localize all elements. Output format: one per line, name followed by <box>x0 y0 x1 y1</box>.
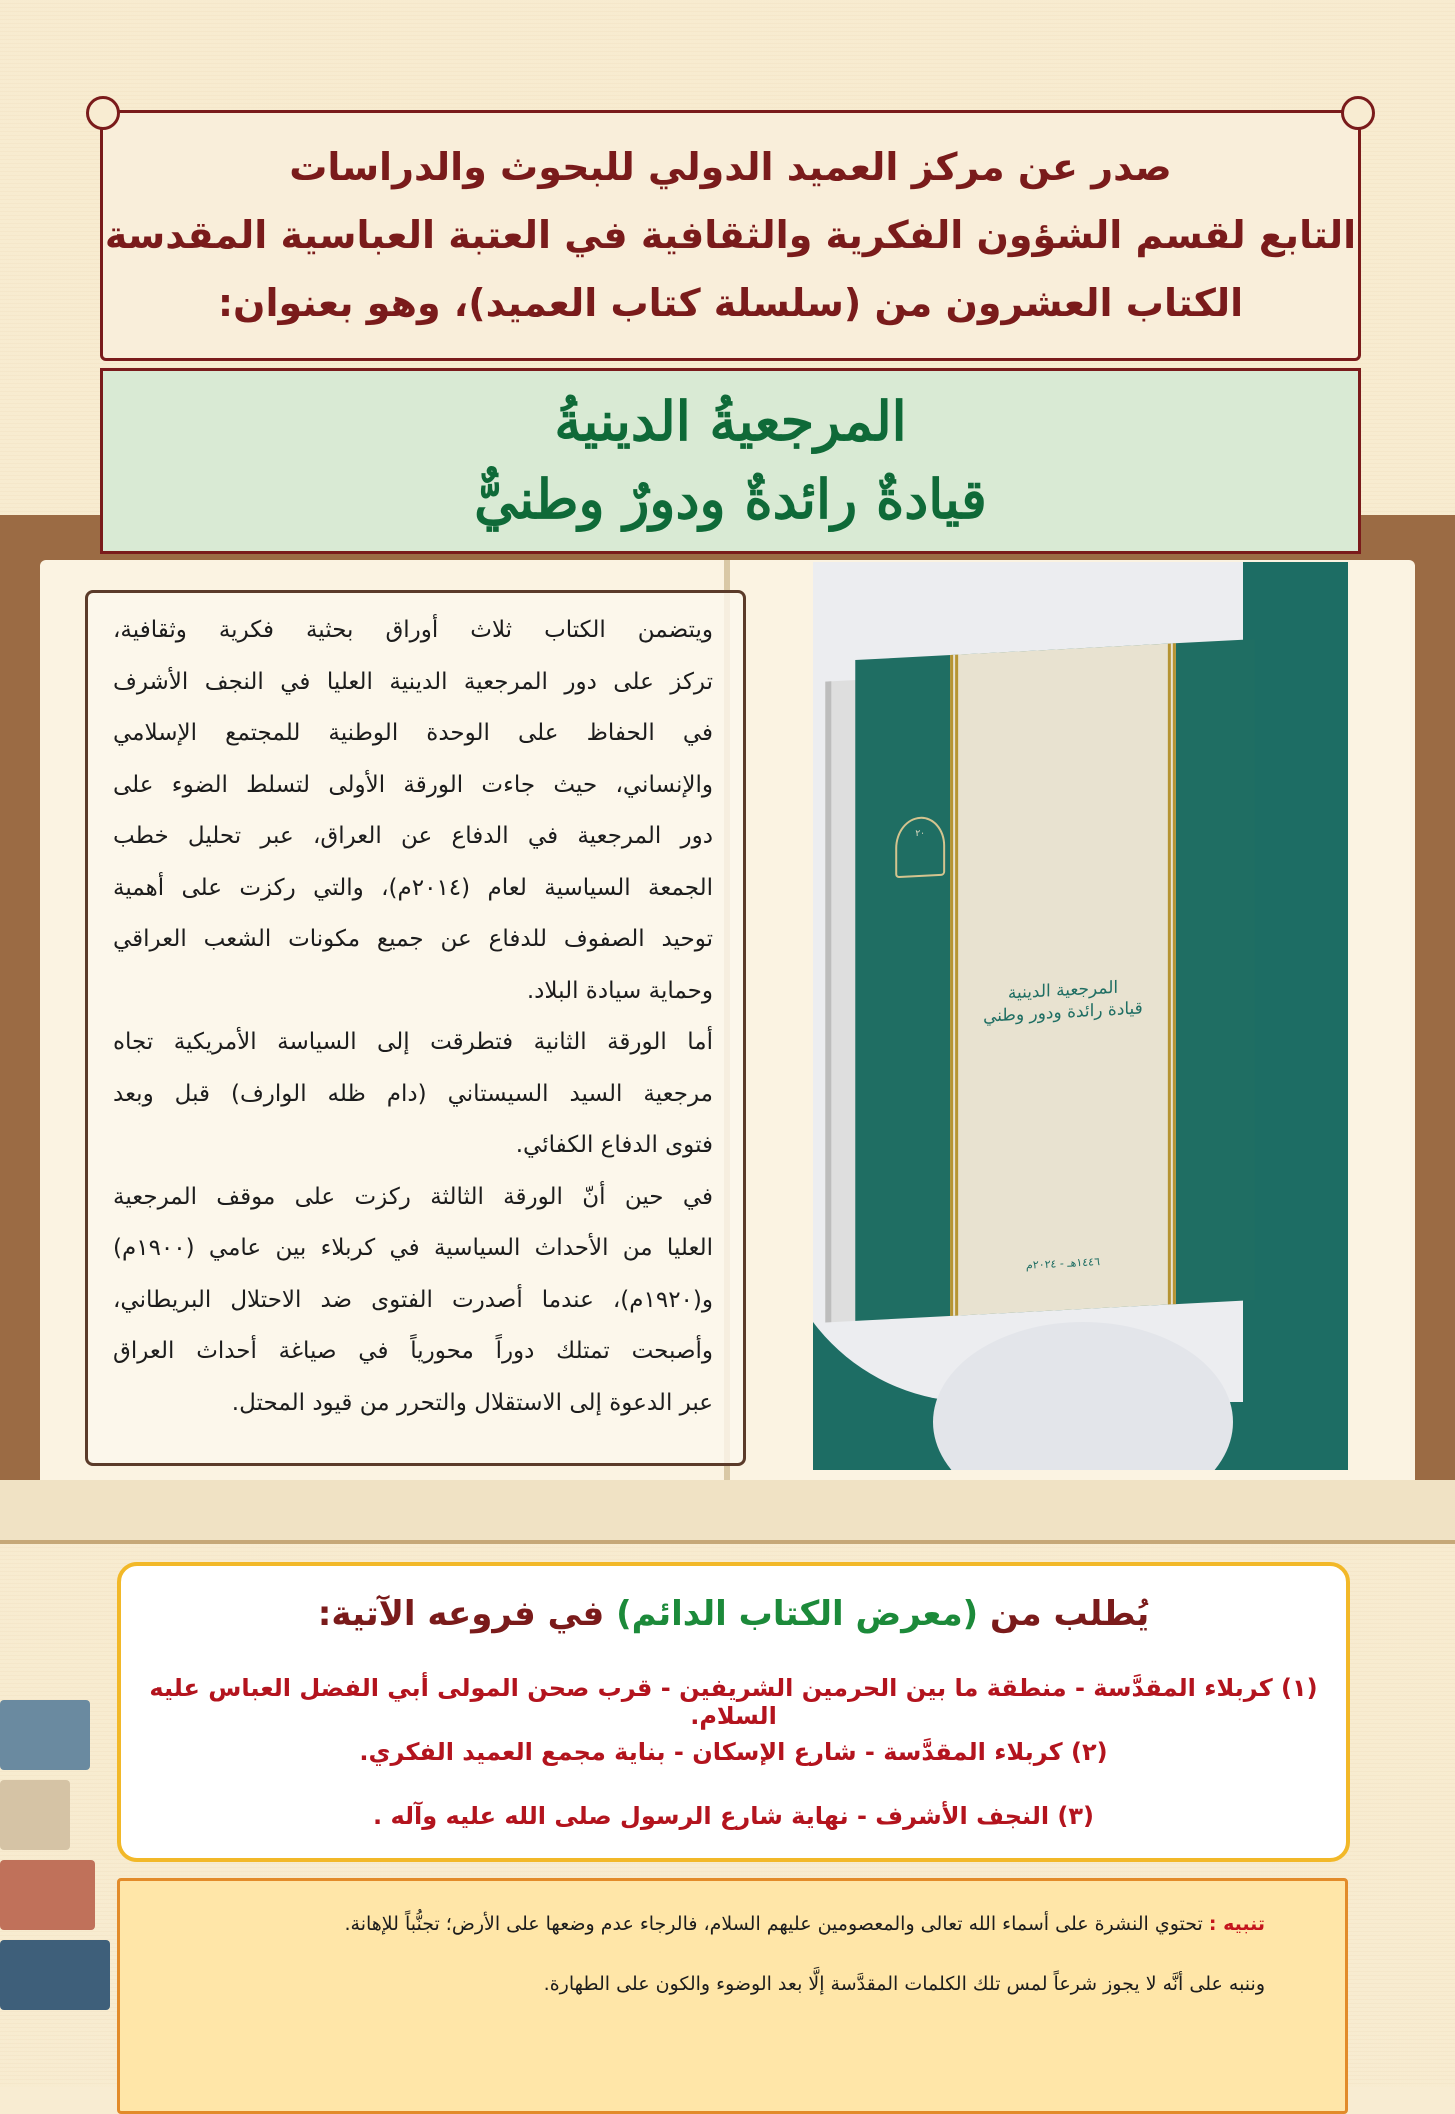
description-line: دور المرجعية في الدفاع عن العراق، عبر تحليل خطب <box>113 823 713 849</box>
branches-title-end: في فروعه الآتية: <box>317 1594 605 1634</box>
description-line: تركز على دور المرجعية الدينية العليا في النجف الأشرف <box>113 668 713 695</box>
cover-title-line-1: المرجعية الدينية <box>1007 977 1119 1004</box>
notice-box <box>117 1878 1348 2114</box>
book-cover-panel <box>950 643 1176 1316</box>
decorative-book-stack <box>0 1940 110 2010</box>
cover-year: ١٤٤٦هـ - ٢٠٢٤م <box>1025 1255 1100 1272</box>
publisher-header <box>100 110 1361 361</box>
branches-title <box>121 1594 1346 1634</box>
notice-text-1: تحتوي النشرة على أسماء الله تعالى والمعصومين عليهم السلام، فالرجاء عدم وضعها على الأرض؛ تجنُّباً للإهانة. <box>344 1913 1203 1935</box>
book-subtitle: قيادةٌ رائدةٌ ودورٌ وطنيٌّ <box>474 467 987 531</box>
description-line: توحيد الصفوف للدفاع عن جميع مكونات الشعب العراقي <box>113 926 713 952</box>
description-line: في حين أنّ الورقة الثالثة ركزت على موقف المرجعية <box>113 1183 713 1210</box>
notice-line-2: وننبه على أنَّه لا يجوز شرعاً لمس تلك الكلمات المقدَّسة إلَّا بعد الوضوء والكون على الطهارة. <box>543 1973 1265 1995</box>
description-frame <box>85 590 746 1466</box>
description-line: مرجعية السيد السيستاني (دام ظله الوارف) قبل وبعد <box>113 1080 713 1107</box>
description-line: ويتضمن الكتاب ثلاث أوراق بحثية فكرية وثقافية، <box>113 617 713 643</box>
description-line: العليا من الأحداث السياسية في كربلاء بين عامي (١٩٠٠م) <box>113 1235 713 1261</box>
description-line: والإنساني، حيث جاءت الورقة الأولى لتسلط الضوء على <box>113 771 713 798</box>
branches-box <box>117 1562 1350 1862</box>
description-line: الجمعة السياسية لعام (٢٠١٤م)، والتي ركزت على أهمية <box>113 874 713 901</box>
description-line: في الحفاظ على الوحدة الوطنية للمجتمع الإسلامي <box>113 720 713 746</box>
description-line: وحماية سيادة البلاد. <box>526 977 713 1004</box>
series-badge: ٢٠ <box>895 816 945 879</box>
description-line: و(١٩٢٠م)، عندما أصدرت الفتوى ضد الاحتلال البريطاني، <box>113 1286 713 1313</box>
exhibition-name: (معرض الكتاب الدائم) <box>616 1594 979 1634</box>
description-line: فتوى الدفاع الكفائي. <box>515 1132 713 1158</box>
header-line-2: التابع لقسم الشؤون الفكرية والثقافية في العتبة العباسية المقدسة <box>104 213 1357 257</box>
branches-title-start: يُطلب من <box>990 1594 1150 1634</box>
header-line-3: الكتاب العشرون من (سلسلة كتاب العميد)، وهو بعنوان: <box>217 281 1244 325</box>
branch-1: (١) كربلاء المقدَّسة - منطقة ما بين الحرمين الشريفين - قرب صحن المولى أبي الفضل العباس عليه السلام. <box>149 1674 1318 1730</box>
decorative-book-stack <box>0 1860 95 1930</box>
description-line: أما الورقة الثانية فتطرقت إلى السياسة الأمريكية تجاه <box>113 1029 713 1055</box>
cover-title-line-2: قيادة رائدة ودور وطني <box>983 998 1143 1027</box>
book-title: المرجعيةُ الدينيةُ <box>554 389 907 453</box>
book-page-edges <box>0 1480 1455 1544</box>
description-line: عبر الدعوة إلى الاستقلال والتحرر من قيود المحتل. <box>231 1389 713 1416</box>
book-cover-title <box>958 974 1168 1029</box>
decorative-book-stack <box>0 1780 70 1850</box>
branch-3: (٣) النجف الأشرف - نهاية شارع الرسول صلى الله عليه وآله . <box>372 1802 1094 1830</box>
book-title-panel <box>100 368 1361 554</box>
notice-line-1 <box>200 1913 1265 1935</box>
header-line-1: صدر عن مركز العميد الدولي للبحوث والدراسات <box>289 145 1172 189</box>
book-mockup <box>855 639 1254 1321</box>
decorative-book-stack <box>0 1700 90 1770</box>
notice-label: تنبيه : <box>1208 1913 1265 1935</box>
description-line: وأصبحت تمتلك دوراً محورياً في صياغة أحداث العراق <box>113 1338 713 1364</box>
branch-2: (٢) كربلاء المقدَّسة - شارع الإسكان - بناية مجمع العميد الفكري. <box>359 1738 1108 1766</box>
